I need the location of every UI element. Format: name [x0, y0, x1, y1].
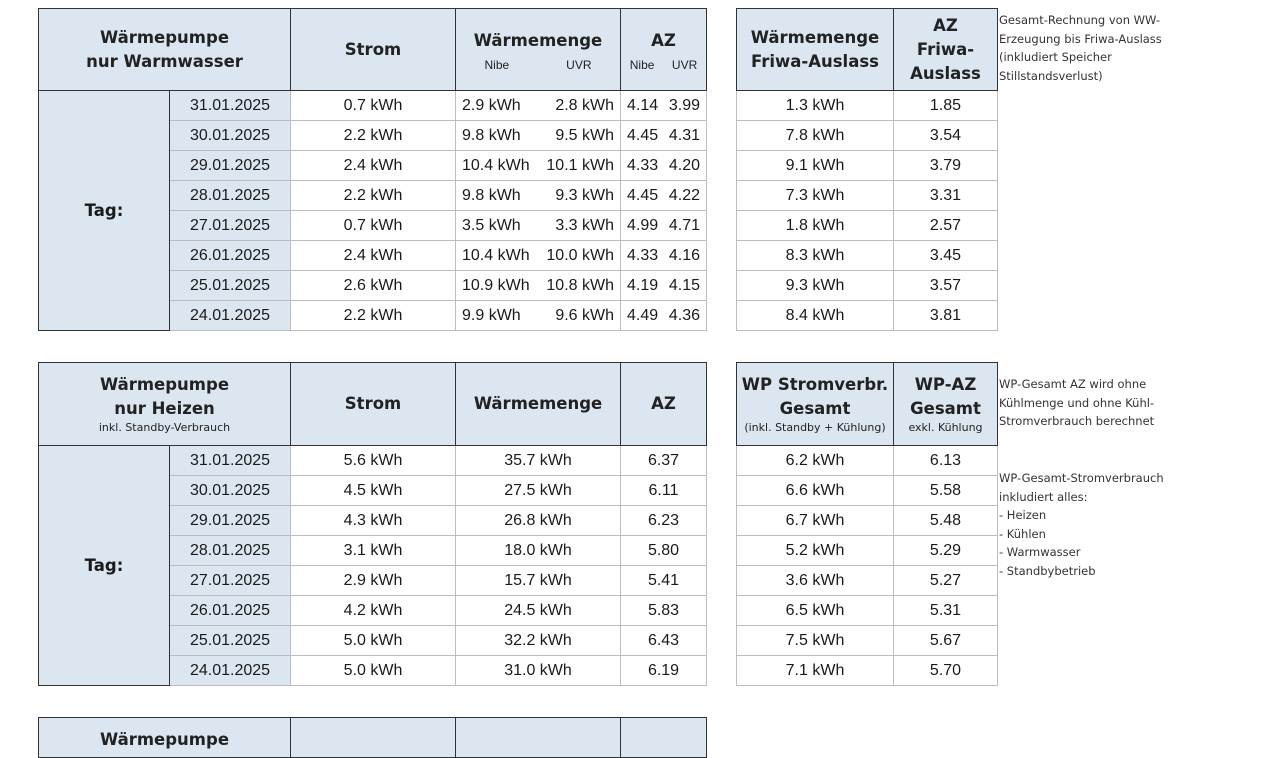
friwa-col-menge-2: Friwa-Auslass [750, 51, 879, 71]
note-gesamt-strom-line: WP-Gesamt-Stromverbrauch [999, 471, 1164, 485]
ww-col-strom: Strom [291, 9, 456, 91]
gesamt-col-az-1: WP-AZ [914, 375, 977, 394]
friwa-col-menge-1: Wärmemenge [750, 27, 880, 47]
az-nibe: 4.14 [627, 96, 659, 114]
friwa-az-cell: 1.85 [894, 91, 998, 121]
az-cell: 6.19 [621, 656, 707, 686]
friwa-menge-cell: 9.3 kWh [737, 271, 894, 301]
table-row [737, 626, 998, 656]
waerme-cell: 18.0 kWh [456, 536, 621, 566]
date-cell: 31.01.2025 [170, 91, 291, 121]
waerme-cell: 32.2 kWh [456, 626, 621, 656]
friwa-az-cell: 3.81 [894, 301, 998, 331]
strom-cell: 2.9 kWh [291, 566, 456, 596]
ww-table [38, 8, 707, 331]
date-cell: 26.01.2025 [170, 241, 291, 271]
table-row [737, 151, 998, 181]
ww-title [39, 9, 291, 91]
date-cell: 25.01.2025 [170, 271, 291, 301]
strom-cell: 5.6 kWh [291, 446, 456, 476]
waerme-nibe: 2.9 kWh [462, 96, 521, 114]
az-cell: 6.23 [621, 506, 707, 536]
az-nibe: 4.49 [627, 306, 659, 324]
az-uvr: 4.36 [668, 306, 700, 324]
note-gesamt-az [999, 375, 1154, 431]
note-gesamt-strom-line: - Heizen [999, 508, 1047, 522]
date-cell: 30.01.2025 [170, 476, 291, 506]
friwa-az-cell: 2.57 [894, 211, 998, 241]
az-nibe: 4.45 [627, 126, 659, 144]
az-cell: 5.80 [621, 536, 707, 566]
heizen-col-strom: Strom [291, 363, 456, 446]
az-cell [621, 241, 707, 271]
note-gesamt-az-line: Kühlmenge und ohne Kühl- [999, 395, 1155, 410]
waerme-nibe: 10.4 kWh [462, 246, 530, 264]
waerme-cell: 35.7 kWh [456, 446, 621, 476]
bottom-col-3 [456, 718, 621, 758]
gesamt-az-cell: 5.67 [894, 626, 998, 656]
gesamt-az-cell: 5.70 [894, 656, 998, 686]
waerme-nibe: 9.9 kWh [462, 306, 521, 324]
az-cell: 6.37 [621, 446, 707, 476]
friwa-menge-cell: 9.1 kWh [737, 151, 894, 181]
friwa-az-cell: 3.54 [894, 121, 998, 151]
waerme-nibe: 10.9 kWh [462, 276, 530, 294]
strom-cell: 0.7 kWh [291, 211, 456, 241]
gesamt-az-cell: 5.58 [894, 476, 998, 506]
waerme-nibe: 10.4 kWh [462, 156, 530, 174]
az-nibe: 4.19 [627, 276, 659, 294]
strom-cell: 4.2 kWh [291, 596, 456, 626]
gesamt-col-strom [737, 363, 894, 446]
waerme-uvr: 9.5 kWh [555, 126, 614, 144]
friwa-col-menge [737, 9, 894, 91]
gesamt-col-strom-2: Gesamt [779, 399, 851, 418]
waerme-cell: 27.5 kWh [456, 476, 621, 506]
strom-cell: 2.4 kWh [291, 241, 456, 271]
gesamt-col-strom-1: WP Stromverbr. [741, 375, 889, 394]
date-cell: 28.01.2025 [170, 536, 291, 566]
friwa-col-az-2: Friwa- [916, 39, 975, 59]
ww-col-waerme-label: Wärmemenge [473, 30, 603, 50]
friwa-menge-cell: 1.8 kWh [737, 211, 894, 241]
gesamt-az-cell: 6.13 [894, 446, 998, 476]
note-gesamt-strom-line: - Warmwasser [999, 545, 1081, 559]
ww-col-waerme [456, 9, 621, 91]
friwa-col-az-3: Auslass [910, 63, 981, 83]
table-row [737, 211, 998, 241]
waerme-cell [456, 211, 621, 241]
table-row [39, 91, 707, 121]
note-gesamt-strom-line: inkludiert alles: [999, 489, 1088, 504]
gesamt-col-strom-3: (inkl. Standby + Kühlung) [744, 421, 886, 434]
heizen-title [39, 363, 291, 446]
gesamt-strom-cell: 5.2 kWh [737, 536, 894, 566]
date-cell: 26.01.2025 [170, 596, 291, 626]
waerme-uvr: 10.8 kWh [546, 276, 614, 294]
heizen-col-az: AZ [621, 363, 707, 446]
bottom-col-2 [291, 718, 456, 758]
gesamt-col-az-3: exkl. Kühlung [908, 421, 983, 434]
friwa-az-cell: 3.45 [894, 241, 998, 271]
note-friwa-line: (inkludiert Speicher [999, 50, 1112, 64]
waerme-uvr: 9.3 kWh [555, 186, 614, 204]
strom-cell: 5.0 kWh [291, 656, 456, 686]
strom-cell: 4.5 kWh [291, 476, 456, 506]
friwa-body [737, 91, 998, 331]
az-cell [621, 211, 707, 241]
bottom-title [39, 718, 291, 758]
note-friwa [999, 11, 1162, 85]
strom-cell: 2.2 kWh [291, 121, 456, 151]
note-friwa-line: Erzeugung bis Friwa-Auslass [999, 31, 1162, 46]
date-cell: 27.01.2025 [170, 211, 291, 241]
heizen-title-line-1: Wärmepumpe [99, 375, 230, 394]
table-row [737, 596, 998, 626]
waerme-nibe: 9.8 kWh [462, 186, 521, 204]
az-nibe: 4.33 [627, 156, 659, 174]
date-cell: 25.01.2025 [170, 626, 291, 656]
az-cell: 6.11 [621, 476, 707, 506]
waerme-cell [456, 121, 621, 151]
gesamt-col-az [894, 363, 998, 446]
ww-tag-label: Tag: [39, 91, 170, 331]
gesamt-az-cell: 5.48 [894, 506, 998, 536]
friwa-col-az [894, 9, 998, 91]
strom-cell: 2.2 kWh [291, 181, 456, 211]
table-row [737, 91, 998, 121]
heizen-title-line-3: inkl. Standby-Verbrauch [98, 421, 231, 434]
bottom-title-line-1: Wärmepumpe [99, 730, 230, 749]
note-gesamt-strom-line: - Kühlen [999, 526, 1046, 541]
az-nibe: 4.45 [627, 186, 659, 204]
strom-cell: 5.0 kWh [291, 626, 456, 656]
friwa-az-cell: 3.57 [894, 271, 998, 301]
date-cell: 27.01.2025 [170, 566, 291, 596]
date-cell: 31.01.2025 [170, 446, 291, 476]
az-cell: 5.83 [621, 596, 707, 626]
waerme-cell [456, 151, 621, 181]
friwa-menge-cell: 7.3 kWh [737, 181, 894, 211]
waerme-cell [456, 241, 621, 271]
date-cell: 24.01.2025 [170, 301, 291, 331]
az-uvr: 3.99 [668, 96, 700, 114]
friwa-menge-cell: 1.3 kWh [737, 91, 894, 121]
ww-sub-uvr: UVR [566, 57, 592, 72]
waerme-nibe: 3.5 kWh [462, 216, 521, 234]
strom-cell: 2.6 kWh [291, 271, 456, 301]
gesamt-body [737, 446, 998, 686]
waerme-cell: 31.0 kWh [456, 656, 621, 686]
table-row [737, 476, 998, 506]
gesamt-az-cell: 5.27 [894, 566, 998, 596]
friwa-az-cell: 3.31 [894, 181, 998, 211]
table-row [737, 181, 998, 211]
friwa-col-az-1: AZ [933, 15, 958, 35]
table-row [737, 656, 998, 686]
date-cell: 29.01.2025 [170, 151, 291, 181]
strom-cell: 4.3 kWh [291, 506, 456, 536]
gesamt-table [736, 362, 998, 686]
az-nibe: 4.99 [627, 216, 659, 234]
waerme-uvr: 9.6 kWh [555, 306, 614, 324]
ww-col-az [621, 9, 707, 91]
table-row [737, 271, 998, 301]
az-uvr: 4.15 [668, 276, 700, 294]
friwa-az-cell: 3.79 [894, 151, 998, 181]
note-gesamt-az-line: Stromverbrauch berechnet [999, 414, 1155, 428]
date-cell: 28.01.2025 [170, 181, 291, 211]
heizen-col-waerme: Wärmemenge [456, 363, 621, 446]
waerme-cell [456, 301, 621, 331]
ww-az-sub-uvr: UVR [671, 57, 698, 72]
bottom-table [38, 717, 707, 758]
friwa-menge-cell: 8.4 kWh [737, 301, 894, 331]
gesamt-strom-cell: 6.2 kWh [737, 446, 894, 476]
az-uvr: 4.22 [668, 186, 700, 204]
gesamt-strom-cell: 6.6 kWh [737, 476, 894, 506]
ww-az-sub-nibe: Nibe [629, 57, 655, 72]
note-friwa-line: Gesamt-Rechnung von WW- [999, 13, 1161, 27]
friwa-menge-cell: 7.8 kWh [737, 121, 894, 151]
waerme-uvr: 10.0 kWh [546, 246, 614, 264]
heizen-tag-label: Tag: [39, 446, 170, 686]
note-gesamt-strom-line: - Standbybetrieb [999, 563, 1096, 578]
ww-title-line-2: nur Warmwasser [86, 51, 243, 71]
gesamt-strom-cell: 7.1 kWh [737, 656, 894, 686]
az-cell [621, 301, 707, 331]
az-uvr: 4.31 [668, 126, 700, 144]
waerme-cell: 24.5 kWh [456, 596, 621, 626]
waerme-nibe: 9.8 kWh [462, 126, 521, 144]
strom-cell: 2.2 kWh [291, 301, 456, 331]
gesamt-strom-cell: 7.5 kWh [737, 626, 894, 656]
table-row [737, 241, 998, 271]
az-cell: 5.41 [621, 566, 707, 596]
ww-title-line-1: Wärmepumpe [99, 27, 230, 47]
table-row [737, 506, 998, 536]
table-row [39, 446, 707, 476]
note-gesamt-az-line: WP-Gesamt AZ wird ohne [999, 377, 1147, 391]
strom-cell: 0.7 kWh [291, 91, 456, 121]
ww-sub-nibe: Nibe [484, 57, 510, 72]
az-uvr: 4.71 [668, 216, 700, 234]
date-cell: 30.01.2025 [170, 121, 291, 151]
strom-cell: 2.4 kWh [291, 151, 456, 181]
az-uvr: 4.20 [668, 156, 700, 174]
note-friwa-line: Stillstandsverlust) [999, 68, 1103, 83]
table-row [737, 566, 998, 596]
az-cell [621, 151, 707, 181]
waerme-uvr: 10.1 kWh [546, 156, 614, 174]
gesamt-az-cell: 5.29 [894, 536, 998, 566]
table-row [737, 301, 998, 331]
gesamt-strom-cell: 6.5 kWh [737, 596, 894, 626]
waerme-uvr: 3.3 kWh [555, 216, 614, 234]
table-row [737, 446, 998, 476]
az-cell: 6.43 [621, 626, 707, 656]
date-cell: 24.01.2025 [170, 656, 291, 686]
waerme-cell [456, 271, 621, 301]
az-nibe: 4.33 [627, 246, 659, 264]
note-gesamt-strom [999, 469, 1164, 580]
az-cell [621, 91, 707, 121]
az-uvr: 4.16 [668, 246, 700, 264]
gesamt-az-cell: 5.31 [894, 596, 998, 626]
date-cell: 29.01.2025 [170, 506, 291, 536]
az-cell [621, 271, 707, 301]
friwa-table [736, 8, 998, 331]
ww-col-az-label: AZ [651, 30, 676, 50]
gesamt-col-az-2: Gesamt [910, 399, 981, 418]
gesamt-strom-cell: 6.7 kWh [737, 506, 894, 536]
gesamt-strom-cell: 3.6 kWh [737, 566, 894, 596]
bottom-col-4 [621, 718, 707, 758]
waerme-cell [456, 181, 621, 211]
waerme-cell [456, 91, 621, 121]
waerme-uvr: 2.8 kWh [555, 96, 614, 114]
heizen-body [39, 446, 707, 686]
friwa-menge-cell: 8.3 kWh [737, 241, 894, 271]
table-row [737, 536, 998, 566]
table-row [737, 121, 998, 151]
strom-cell: 3.1 kWh [291, 536, 456, 566]
heizen-title-line-2: nur Heizen [114, 399, 215, 418]
az-cell [621, 121, 707, 151]
waerme-cell: 15.7 kWh [456, 566, 621, 596]
waerme-cell: 26.8 kWh [456, 506, 621, 536]
ww-body [39, 91, 707, 331]
heizen-table [38, 362, 707, 686]
az-cell [621, 181, 707, 211]
